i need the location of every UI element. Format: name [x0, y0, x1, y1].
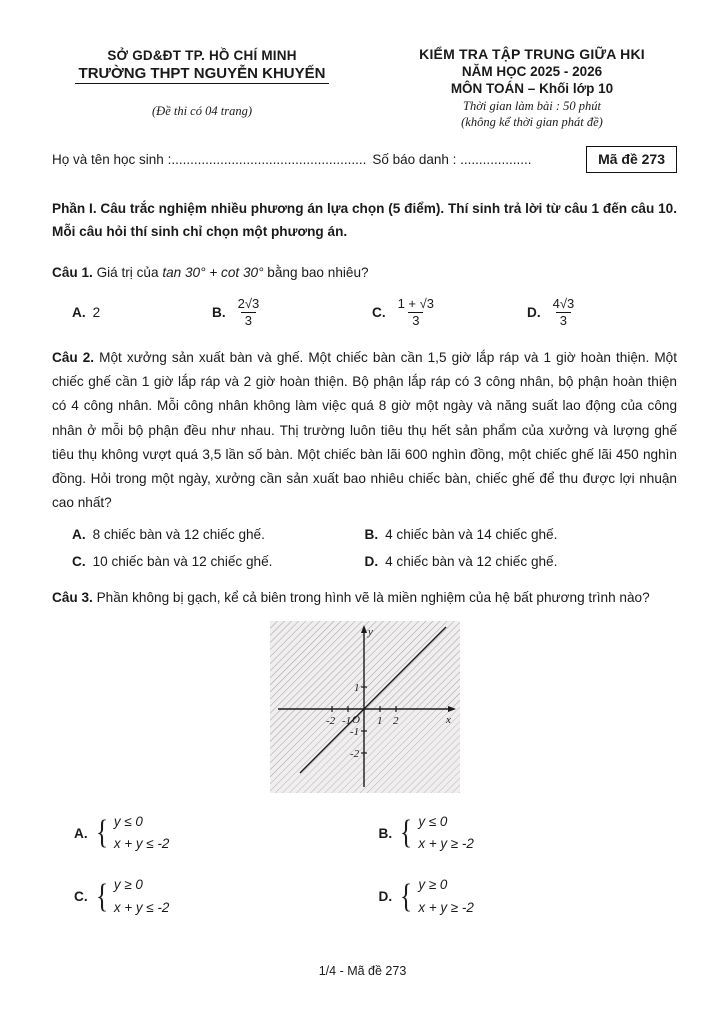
question-1: [52, 261, 677, 285]
question-3-answers-row-1: [52, 811, 677, 857]
answer-system-c: [114, 874, 169, 920]
question-1-text: Giá trị của: [96, 264, 159, 280]
answer-fraction-b-numerator: 2√3: [237, 295, 260, 311]
question-1-text-2: bằng bao nhiêu?: [267, 264, 369, 280]
svg-text:-2: -2: [349, 747, 359, 760]
section-part-1-intro: [52, 197, 677, 244]
answer-option-c[interactable]: [372, 297, 527, 329]
page-footer: [0, 964, 725, 978]
brace-icon: {: [400, 814, 413, 852]
footer-text: 1/4 - Mã đề 273: [318, 964, 407, 978]
answer-system-d-line-2: x + y ≥ -2: [418, 899, 474, 915]
exam-duration: Thời gian làm bài : 50 phút: [463, 99, 601, 113]
answer-option-d[interactable]: [365, 554, 678, 569]
answer-option-b[interactable]: [365, 811, 678, 857]
answer-option-d[interactable]: [365, 874, 678, 920]
inequality-region-graph: [270, 621, 460, 793]
answer-letter-d: D.: [364, 554, 379, 570]
svg-text:-1: -1: [349, 725, 359, 738]
exam-subject: MÔN TOÁN – Khối lớp 10: [450, 81, 614, 96]
answer-system-a-line-2: x + y ≤ -2: [113, 836, 170, 852]
answer-option-a[interactable]: [52, 811, 365, 857]
answer-system-c-line-2: x + y ≤ -2: [113, 899, 170, 915]
question-3: [52, 586, 677, 610]
answer-value-c: 10 chiếc bàn và 12 chiếc ghế.: [92, 554, 273, 570]
answer-letter-c: C.: [74, 889, 88, 905]
department-name: SỞ GD&ĐT TP. HỒ CHÍ MINH: [107, 48, 297, 63]
answer-letter-b: B.: [364, 527, 379, 543]
page-header: [52, 44, 677, 130]
svg-text:2: 2: [392, 714, 398, 727]
answer-letter-a: A.: [72, 527, 86, 543]
student-id-field[interactable]: Số báo danh : ...................: [372, 152, 532, 167]
pages-note: (Đề thi có 04 trang): [152, 104, 252, 118]
answer-option-d[interactable]: [527, 297, 677, 329]
answer-system-d: [418, 874, 473, 920]
answer-system-a-line-1: y ≤ 0: [113, 813, 143, 829]
answer-system-a: [114, 811, 169, 857]
answer-fraction-c: [394, 297, 438, 329]
question-2-label: Câu 2.: [52, 350, 95, 366]
svg-text:1: 1: [353, 681, 359, 694]
question-3-label: Câu 3.: [52, 590, 93, 606]
question-1-expression: tan 30° + cot 30°: [162, 264, 264, 280]
question-3-answers-row-2: [52, 874, 677, 920]
header-left: [52, 44, 352, 119]
exam-code-badge: Mã đề 273: [586, 146, 677, 173]
student-info-row: [52, 152, 677, 167]
answer-option-a[interactable]: [52, 297, 212, 329]
answer-letter-c: C.: [372, 305, 386, 321]
answer-letter-b: B.: [378, 825, 393, 841]
answer-value-b: 4 chiếc bàn và 14 chiếc ghế.: [385, 527, 558, 543]
question-1-label: Câu 1.: [52, 264, 93, 280]
answer-value-a: 8 chiếc bàn và 12 chiếc ghế.: [92, 527, 265, 543]
answer-letter-d: D.: [378, 889, 393, 905]
answer-letter-c: C.: [72, 554, 86, 570]
answer-option-b[interactable]: [212, 297, 372, 329]
answer-fraction-b-denominator: 3: [241, 312, 256, 329]
answer-option-a[interactable]: [52, 527, 365, 542]
answer-system-c-line-1: y ≥ 0: [113, 877, 143, 893]
answer-fraction-d-numerator: 4√3: [552, 295, 575, 311]
svg-text:O: O: [351, 713, 360, 726]
student-name-field[interactable]: Họ và tên học sinh :....................................................: [52, 152, 367, 167]
answer-fraction-b: [234, 297, 264, 329]
exam-year: NĂM HỌC 2025 - 2026: [461, 64, 603, 79]
svg-text:y: y: [367, 625, 373, 638]
answer-system-b-line-2: x + y ≥ -2: [418, 836, 474, 852]
answer-value-a: 2: [92, 305, 101, 321]
answer-system-b-line-1: y ≤ 0: [418, 813, 448, 829]
answer-value-d: 4 chiếc bàn và 12 chiếc ghế.: [385, 554, 558, 570]
answer-fraction-d: [549, 297, 579, 329]
answer-option-b[interactable]: [365, 527, 678, 542]
graph-svg: [270, 621, 460, 793]
brace-icon: {: [400, 877, 413, 915]
question-2-answers-row-2: [52, 554, 677, 569]
svg-text:1: 1: [376, 714, 382, 727]
answer-letter-d: D.: [527, 305, 541, 321]
answer-option-c[interactable]: [52, 874, 365, 920]
answer-system-b: [418, 811, 473, 857]
section-part-1-intro-text: Phần I. Câu trắc nghiệm nhiều phương án lựa chọn (5 điểm). Thí sinh trả lời từ câu 1 đến câu 10. Mỗi câu hỏi thí sinh chỉ chọn một phương án.: [52, 201, 677, 240]
exam-title: KIỂM TRA TẬP TRUNG GIỮA HKI: [419, 46, 645, 62]
answer-fraction-c-denominator: 3: [408, 312, 423, 329]
question-2: [52, 346, 677, 515]
svg-text:x: x: [445, 713, 451, 726]
question-2-answers-row-1: [52, 527, 677, 542]
brace-icon: {: [95, 814, 108, 852]
brace-icon: {: [95, 877, 108, 915]
question-1-answers: [52, 297, 677, 329]
answer-letter-a: A.: [74, 825, 88, 841]
header-right: [387, 44, 677, 130]
answer-system-d-line-1: y ≥ 0: [418, 877, 448, 893]
answer-fraction-d-denominator: 3: [556, 312, 571, 329]
answer-letter-b: B.: [212, 305, 226, 321]
svg-text:-1: -1: [341, 714, 351, 727]
answer-fraction-c-numerator: 1 + √3: [397, 295, 435, 311]
question-2-text: Một xưởng sản xuất bàn và ghế. Một chiếc bàn cần 1,5 giờ lắp ráp và 1 giờ hoàn thiện. Một chiếc ghế cần 1 giờ lắp ráp và 2 giờ hoàn thiện. Bộ phận lắp ráp có 3 công nhân, bộ phận hoàn thiện có 4 công nhân. Mỗi công nhân không làm việc quá 8 giờ một ngày và năng suất lao động của công nhân ở mỗi bộ phận đều như nhau. Thị trường luôn tiêu thụ hết sản phẩm của xưởng và lượng ghế tiêu thụ không vượt quá 3,5 lần số bàn. Một chiếc bàn lãi 600 nghìn đồng, một chiếc ghế lãi 450 nghìn đồng. Hỏi trong một ngày, xưởng cần sản xuất bao nhiêu chiếc bàn, chiếc ghế để thu được lợi nhuận cao nhất?: [52, 350, 677, 511]
answer-letter-a: A.: [72, 305, 86, 321]
answer-option-c[interactable]: [52, 554, 365, 569]
school-name: TRƯỜNG THPT NGUYỄN KHUYẾN: [75, 64, 330, 84]
question-3-figure-wrap: [52, 621, 677, 793]
question-3-text: Phần không bị gạch, kể cả biên trong hình vẽ là miền nghiệm của hệ bất phương trình nào?: [96, 590, 650, 606]
svg-text:-2: -2: [325, 714, 335, 727]
exam-duration-note: (không kể thời gian phát đề): [461, 115, 603, 129]
